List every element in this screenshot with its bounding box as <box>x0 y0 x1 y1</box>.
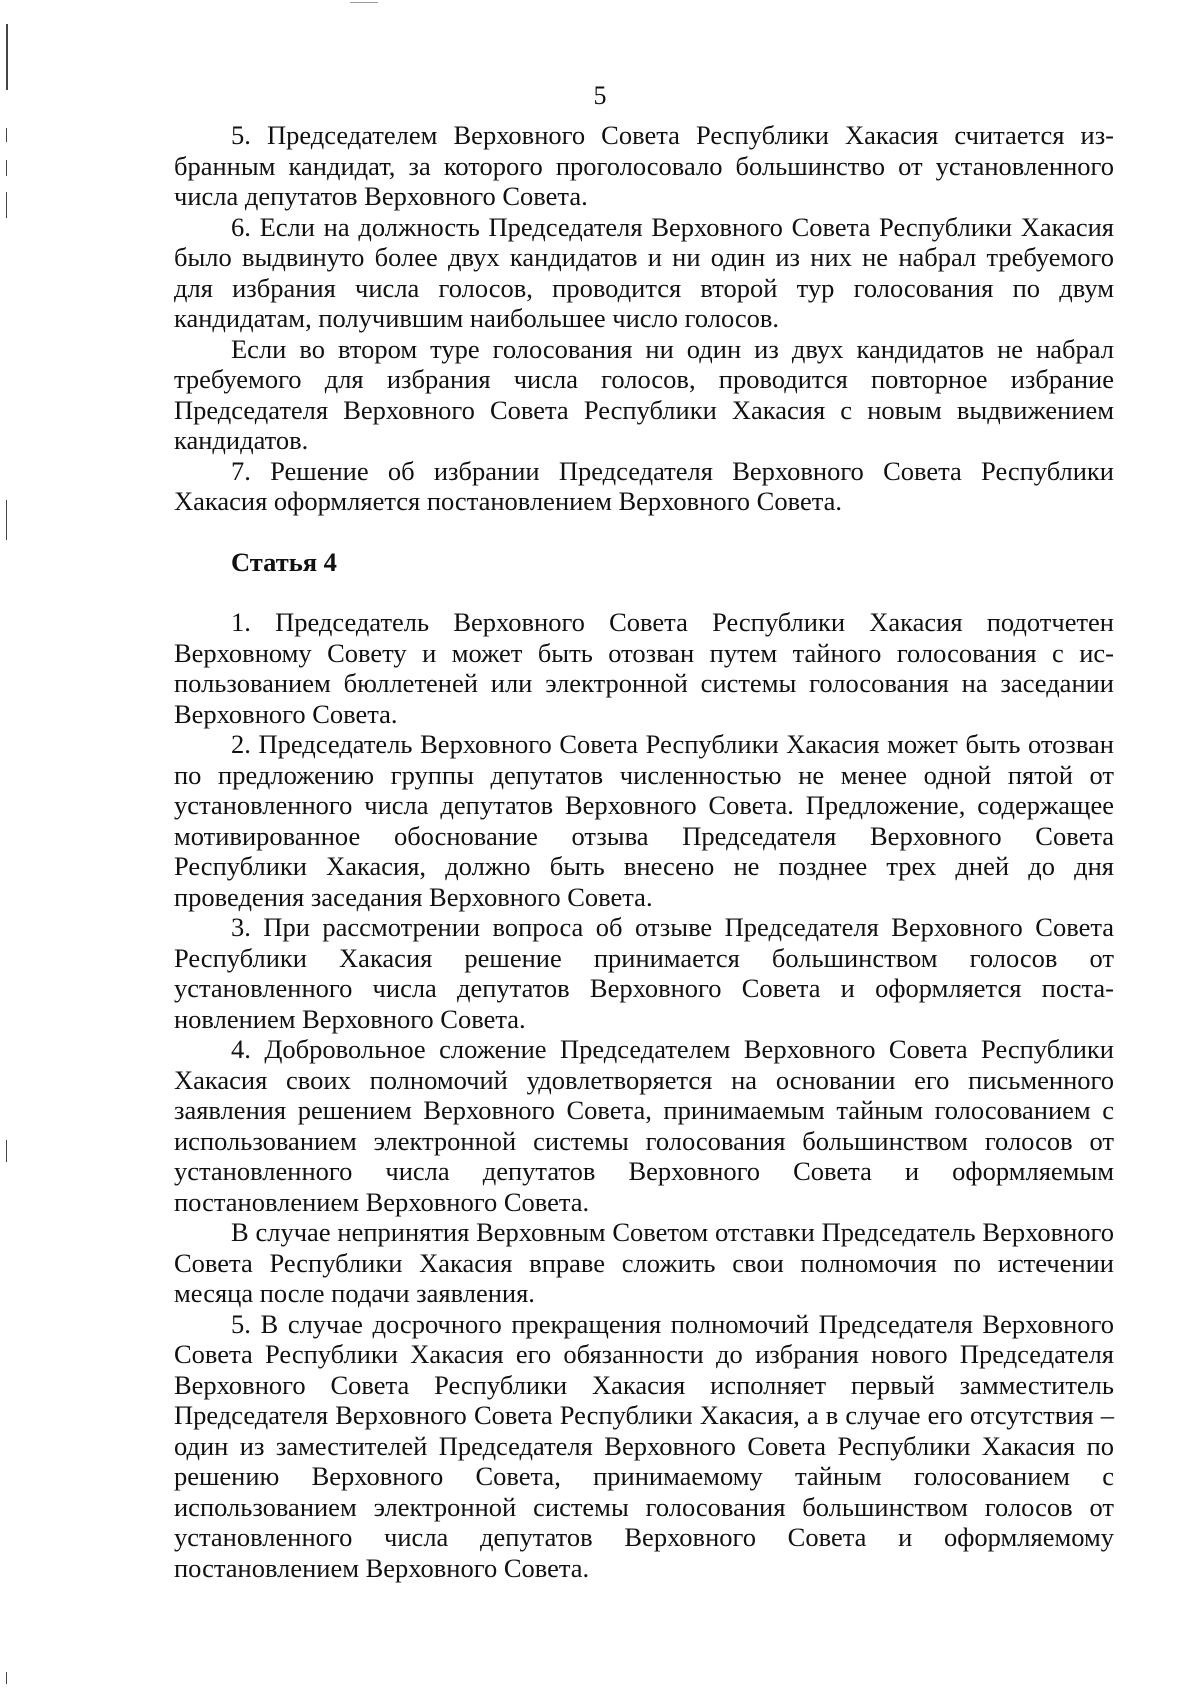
paragraph-4-3: 3. При рассмотрении вопроса об отзыве Председателя Верховного Совета Республики Хакасия решение принимается большинством голосов от установленного числа депутатов Верховного Совета и оформляется постановлением Верховного Совета. <box>174 912 1114 1034</box>
scan-artifact <box>350 2 378 3</box>
paragraph-3-7: 7. Решение об избрании Председателя Верховного Совета Республики Хакасия оформляется постановлением Верховного Совета. <box>174 455 1114 516</box>
scan-edge-mark <box>6 1672 7 1684</box>
paragraph-4-4-resignation: В случае непринятия Верховным Советом отставки Председатель Верховного Совета Республики Хакасия вправе сложить свои полномочия по истечении месяца после подачи заявления. <box>174 1217 1114 1308</box>
page-number: 5 <box>593 81 607 110</box>
scan-edge-mark <box>6 128 7 142</box>
paragraph-3-6: 6. Если на должность Председателя Верховного Совета Республики Хакасия было выдвинуто более двух кандидатов и ни один из них не набрал требуемого для избрания числа голосов, проводится второй тур голосования по двум кандидатам, получившим наибольшее число голосов. <box>174 211 1114 333</box>
scan-edge-mark <box>6 192 7 218</box>
document-body <box>174 120 1114 1583</box>
paragraph-4-4: 4. Добровольное сложение Председателем Верховного Совета Республики Хакасия своих полномочий удовлетворяется на основании его письменного заявления решением Верховного Совета, принимаемым тайным голосованием с использованием электронной системы голосования большинством голосов от установленного числа депутатов Верховного Совета и оформляемым постановлением Верховного Совета. <box>174 1034 1114 1217</box>
scan-edge-mark <box>6 1140 7 1162</box>
paragraph-3-5: 5. Председателем Верховного Совета Республики Хакасия считается избранным кандидат, за которого проголосовало большинство от установленного числа депутатов Верховного Совета. <box>174 120 1114 211</box>
scan-edge-mark <box>6 500 7 540</box>
paragraph-4-2: 2. Председатель Верховного Совета Республики Хакасия может быть отозван по предложению группы депутатов численностью не менее одной пятой от установленного числа депутатов Верховного Совета. Предложение, содержащее мотивированное обоснование отзыва Председателя Верховного Совета Республики Хакасия, должно быть внесено не позднее трех дней до дня проведения заседания Верховного Совета. <box>174 729 1114 912</box>
article-heading: Статья 4 <box>231 546 337 577</box>
paragraph-4-1: 1. Председатель Верховного Совета Республики Хакасия подотчетен Верховному Совету и может быть отозван путем тайного голосования с использованием бюллетеней или электронной системы голосования на заседании Верховного Совета. <box>174 607 1114 729</box>
scan-edge-mark <box>6 160 7 176</box>
paragraph-3-6-second-round: Если во втором туре голосования ни один из двух кандидатов не набрал требуемого для избрания числа голосов, проводится повторное избрание Председателя Верховного Совета Республики Хакасия с новым выдвижением кандидатов. <box>174 333 1114 455</box>
paragraph-4-5: 5. В случае досрочного прекращения полномочий Председателя Верховного Совета Республики Хакасия его обязанности до избрания нового Председателя Верховного Совета Республики Хакасия исполняет первый замместитель Председателя Верховного Совета Республики Хакасия, а в случае его отсутствия – один из заместителей Председателя Верховного Совета Республики Хакасия по решению Верховного Совета, принимаемому тайным голосованием с использованием электронной системы голосования большинством голосов от установленного числа депутатов Верховного Совета и оформляемому постановлением Верховного Совета. <box>174 1308 1114 1583</box>
